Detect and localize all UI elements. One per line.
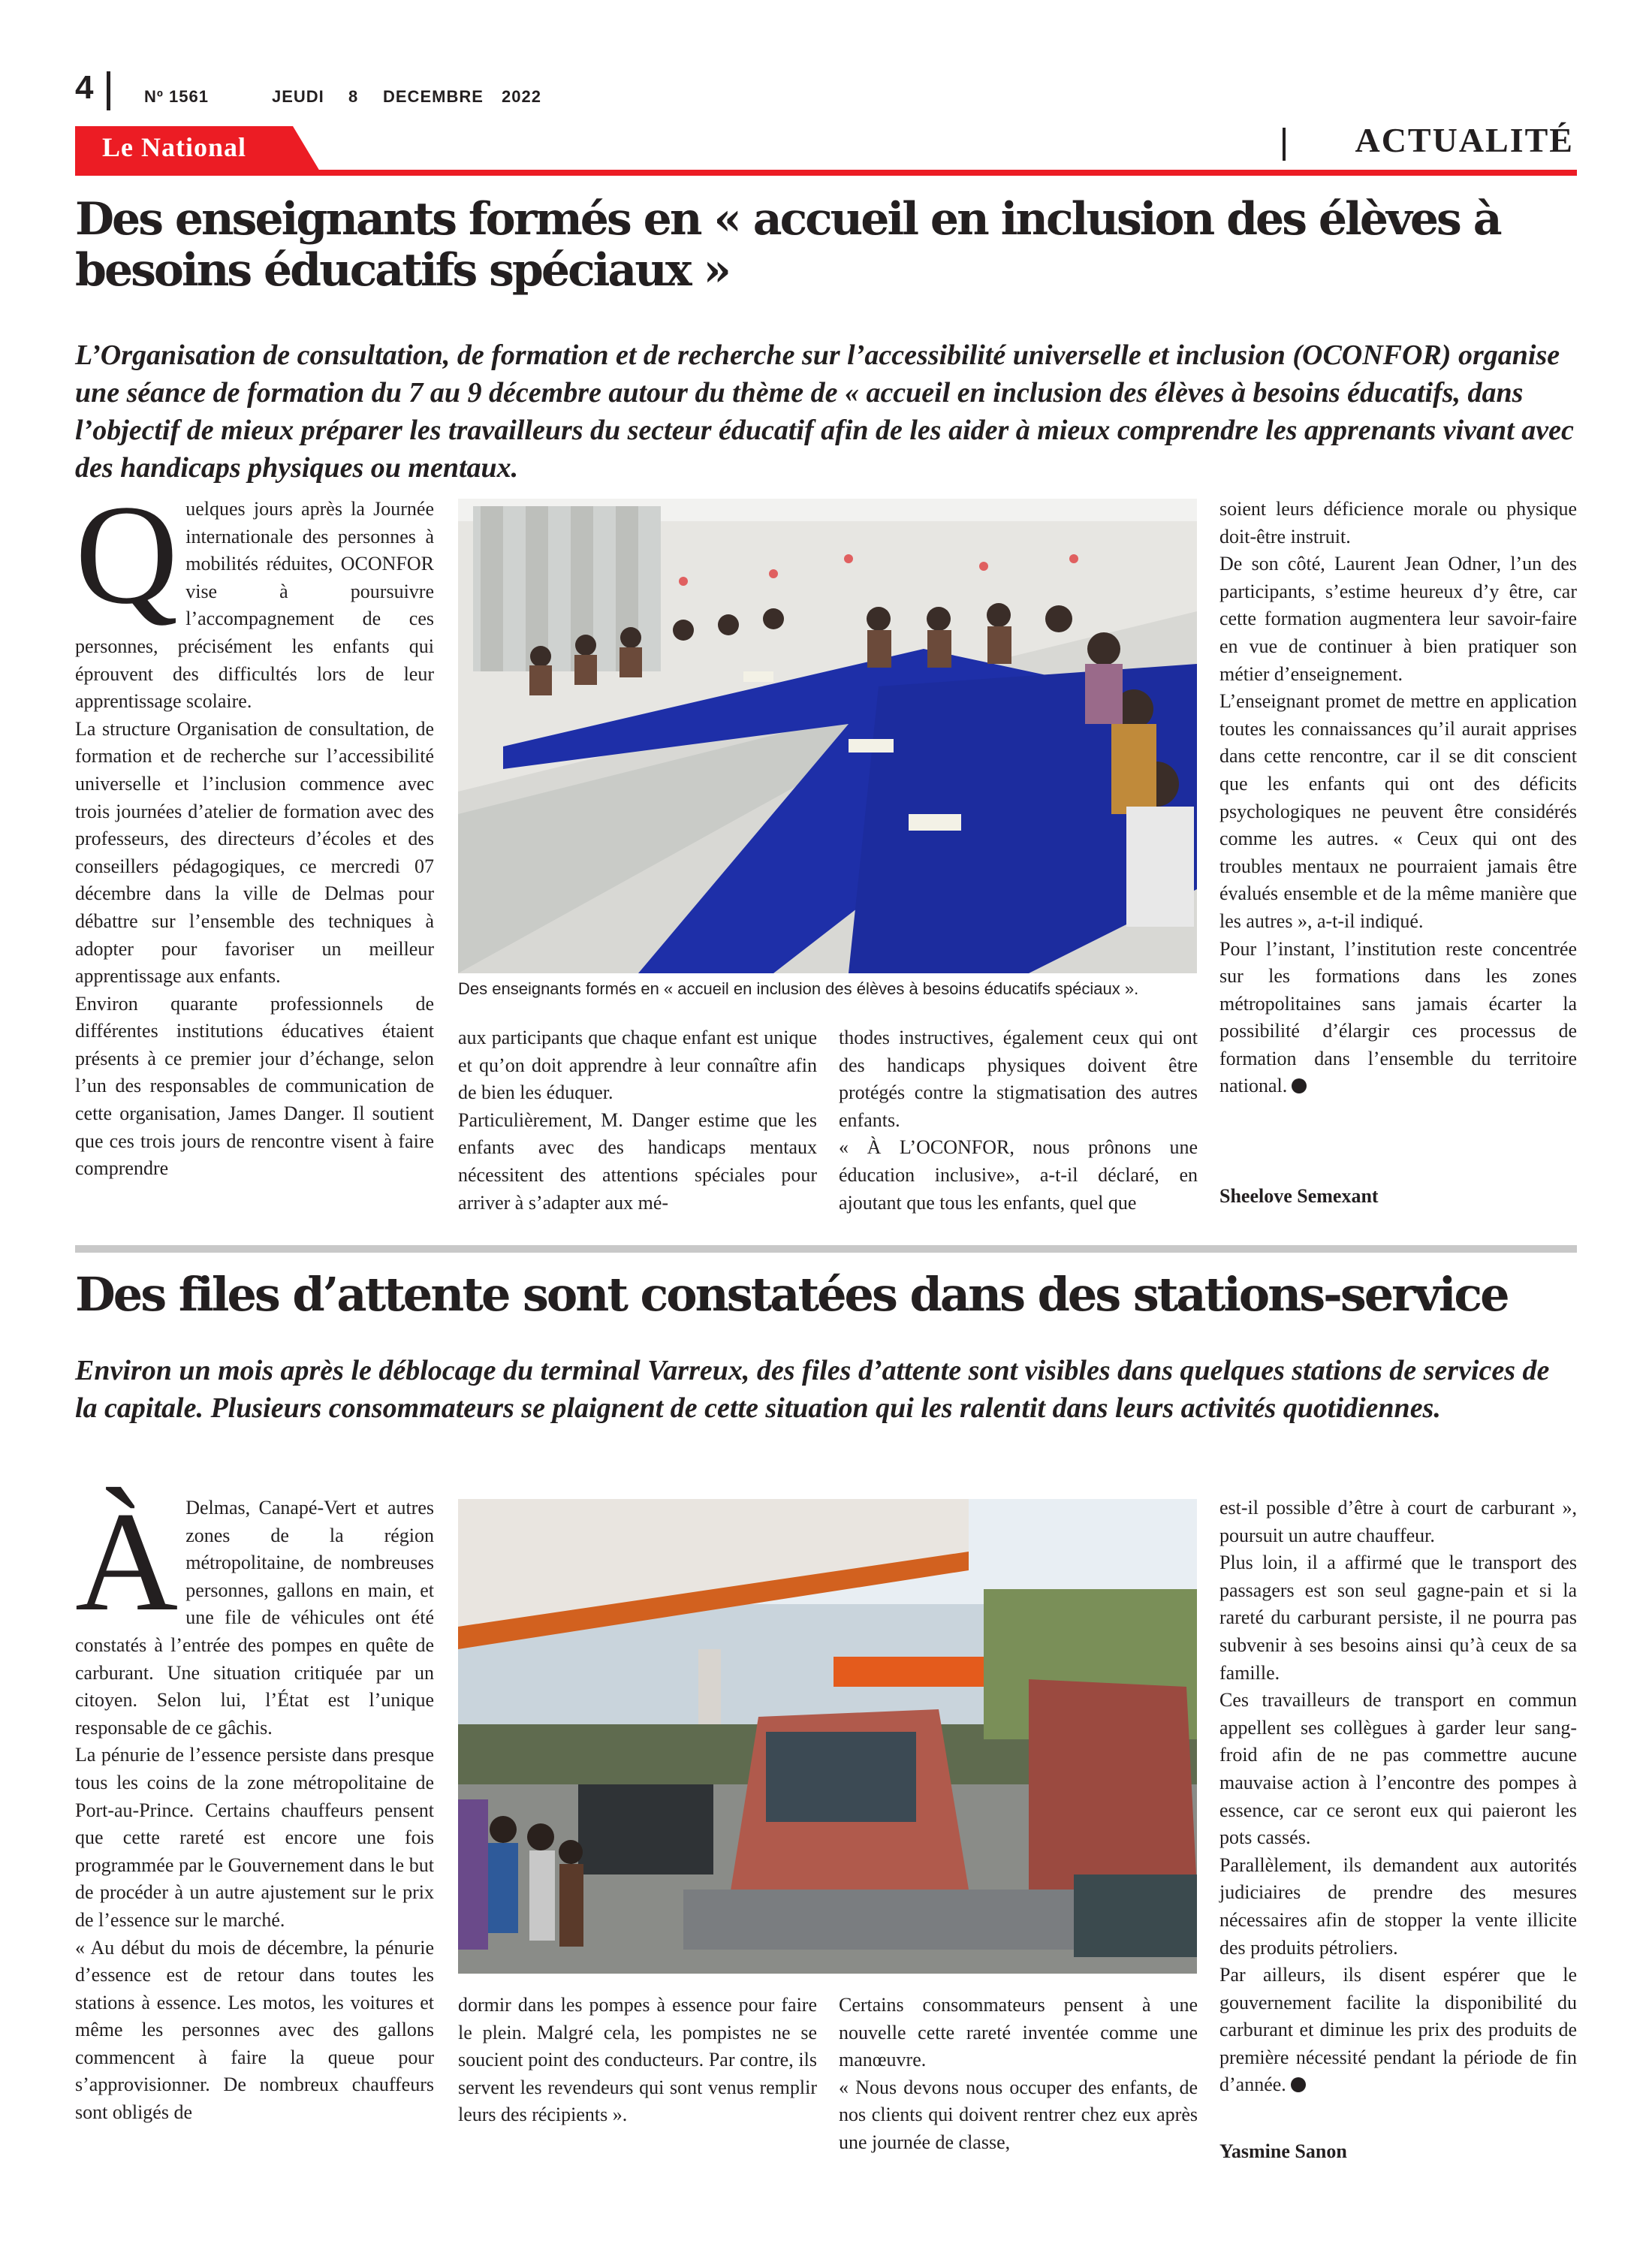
article2-paragraph: dormir dans les pompes à essence pour faire le plein. Malgré cela, les pompistes ne se soucient point des conducteurs. Par contre, ils servent les revendeurs qui sont venus remplir leurs des récipients ». bbox=[458, 1994, 817, 2126]
issue-number: Nº 1561 bbox=[144, 87, 209, 106]
article2-paragraph: Certains consommateurs pensent à une nouvelle cette rareté inventée comme une manœuvre. bbox=[839, 1994, 1198, 2071]
article2-paragraph: Ces travailleurs de transport en commun appellent ses collègues à garder leur sang-froid afin de ne pas commettre aucune mauvaise action à l’encontre des pompes à essence, car ce seront eux qui paieront les pots cassés. bbox=[1219, 1689, 1577, 1849]
article2-paragraph: Plus loin, il a affirmé que le transport des passagers est son seul gagne-pain et si la rareté du carburant persiste, il ne pourra pas subvenir à ses besoins ainsi qu’à ceux de sa famille. bbox=[1219, 1552, 1577, 1684]
header-rule bbox=[75, 170, 1577, 176]
article1-column-1 bbox=[75, 476, 434, 1183]
article1-photo-caption: Des enseignants formés en « accueil en inclusion des élèves à besoins éducatifs spéciaux ». bbox=[458, 979, 1139, 998]
issue-date-day: 8 bbox=[348, 87, 359, 106]
article1-column-2 bbox=[458, 1024, 817, 1217]
article1-classroom-photo bbox=[458, 499, 1197, 973]
article1-paragraph: De son côté, Laurent Jean Odner, l’un des participants, s’estime heureux d’y être, car cette formation augmentera leur savoir-faire en vue de continuer à bien pratiquer son métier d’enseignement. bbox=[1219, 553, 1577, 685]
article1-byline: Sheelove Semexant bbox=[1219, 1185, 1379, 1207]
article1-headline bbox=[75, 194, 1577, 296]
article2-paragraph: « Nous devons nous occuper des enfants, de nos clients qui doivent rentrer chez eux après une journée de classe, bbox=[839, 2076, 1198, 2153]
article1-closing-text: Pour l’instant, l’institution reste concentrée sur les formations dans les zones métropolitaines sans jamais écarter la possibilité d’élargir ces processus de formation dans l’ensemble du territoire national. bbox=[1219, 937, 1577, 1097]
brand-logo: Le National bbox=[102, 132, 247, 162]
article2-paragraph: est-il possible d’être à court de carburant », poursuit un autre chauffeur. bbox=[1219, 1497, 1577, 1546]
article2-paragraph: « Au début du mois de décembre, la pénurie d’essence est de retour dans toutes les stations à essence. Les motos, les voitures et même les personnes avec des gallons commencent à faire la queue pour s’approvisionner. De nombreux chauffeurs sont obligés de bbox=[75, 1936, 434, 2124]
end-mark-icon bbox=[1291, 2077, 1306, 2092]
section-title: ACTUALITÉ bbox=[1355, 121, 1574, 159]
issue-year: 2022 bbox=[502, 87, 541, 106]
article2-paragraph: Delmas, Canapé-Vert et autres zones de la région métropolitaine, de nombreuses personnes, gallons en main, et une file de véhicules ont été constatés à l’entrée des pompes en quête de carburant. Une situation critiquée par un citoyen. Selon lui, l’État est l’unique responsable de ce gâchis. bbox=[75, 1497, 434, 1739]
article1-paragraph: aux participants que chaque enfant est unique et qu’on doit apprendre à leur connaître afin de bien les éduquer. bbox=[458, 1027, 817, 1104]
article2-paragraph: Parallèlement, ils demandent aux autorités judiciaires de prendre des mesures nécessaires afin de stopper la vente illicite des produits pétroliers. bbox=[1219, 1853, 1577, 1959]
issue-day: JEUDI bbox=[272, 87, 324, 106]
section-divider bbox=[1283, 128, 1286, 161]
article1-column-4 bbox=[1219, 496, 1577, 1100]
article2-paragraph bbox=[1219, 1962, 1577, 2099]
issue-month: DECEMBRE bbox=[383, 87, 484, 106]
article1-column-3 bbox=[839, 1024, 1198, 1217]
article1-paragraph: Particulièrement, M. Danger estime que les enfants avec des handicaps mentaux nécessitent des attentions spéciales pour arriver à s’adapter aux mé- bbox=[458, 1108, 817, 1214]
end-mark-icon bbox=[1292, 1078, 1307, 1093]
article1-paragraph: soient leurs déficience morale ou physique doit-être instruit. bbox=[1219, 498, 1577, 547]
article1-lead: L’Organisation de consultation, de formation et de recherche sur l’accessibilité universelle et inclusion (OCONFOR) organise une séance de formation du 7 au 9 décembre autour du thème de « accueil en inclusion des élèves à besoins éducatifs, dans l’objectif de mieux préparer les travailleurs du secteur éducatif afin de les aider à mieux comprendre les apprenants vivant avec des handicaps physiques ou mentaux. bbox=[75, 339, 1574, 484]
article1-paragraph: L’enseignant promet de mettre en application toutes les connaissances qu’il aurait apprises dans cette rencontre, car il se dit conscient que les enfants qui ont des déficits psychologiques ne peuvent être considérés comme les autres. « Ceux qui ont des troubles mentaux ne pourraient jamais être évalués ensemble et de la même manière que les autres », a-t-il indiqué. bbox=[1219, 690, 1577, 932]
article2-headline: Des files d’attente sont constatées dans des stations-service bbox=[75, 1267, 1508, 1322]
article-divider bbox=[75, 1245, 1577, 1253]
article2-closing-text: Par ailleurs, ils disent espérer que le gouvernement facilite la disponibilité du carburant et diminue les prix des produits de première nécessité pendant la période de fin d’année. bbox=[1219, 1964, 1577, 2096]
article2-paragraph: La pénurie de l’essence persiste dans presque tous les coins de la zone métropolitaine de Port-au-Prince. Certains chauffeurs pensent que cette rareté est encore une fois programmée par le Gouvernement dans le but de procéder à un autre ajustement sur le prix de l’essence sur le marché. bbox=[75, 1744, 434, 1931]
article2-column-2 bbox=[458, 1992, 817, 2129]
article1-paragraph bbox=[1219, 936, 1577, 1101]
page-number-divider bbox=[107, 71, 110, 110]
article2-dropcap: À bbox=[75, 1483, 179, 1641]
article2-column-1 bbox=[75, 1483, 434, 2127]
article2-column-3 bbox=[839, 1992, 1198, 2157]
article1-paragraph: thodes instructives, également ceux qui ont des handicaps physiques doivent être protégés contre la stigmatisation des autres enfants. bbox=[839, 1027, 1198, 1131]
article1-dropcap: Q bbox=[75, 476, 179, 634]
article1-paragraph: « À L’OCONFOR, nous prônons une éducation inclusive», a-t-il déclaré, en ajoutant que tous les enfants, quel que bbox=[839, 1136, 1198, 1214]
article2-gas-station-photo bbox=[458, 1499, 1197, 1974]
article1-headline-line2: besoins éducatifs spéciaux » bbox=[75, 244, 730, 297]
article1-headline-line1: Des enseignants formés en « accueil en inclusion des élèves à bbox=[75, 193, 1500, 246]
article2-column-4 bbox=[1219, 1494, 1577, 2099]
article1-paragraph: uelques jours après la Journée internationale des personnes à mobilités réduites, OCONFOR vise à poursuivre l’accompagnement de ces personnes, précisément les enfants qui éprouvent des difficultés lors de leur apprentissage scolaire. bbox=[75, 498, 434, 713]
article2-byline: Yasmine Sanon bbox=[1219, 2140, 1347, 2162]
page-number: 4 bbox=[75, 69, 94, 106]
article1-paragraph: Environ quarante professionnels de différentes institutions éducatives étaient présents à ce premier jour d’échange, selon l’un des responsables de communication de cette organisation, James Danger. Il soutient que ces trois jours de rencontre visent à faire comprendre bbox=[75, 992, 434, 1180]
article2-lead: Environ un mois après le déblocage du terminal Varreux, des files d’attente sont visibles dans quelques stations de services de la capitale. Plusieurs consommateurs se plaignent de cette situation qui les ralentit dans leurs activités quotidiennes. bbox=[75, 1355, 1550, 1424]
article1-paragraph: La structure Organisation de consultation, de formation et de recherche sur l’accessibilité universelle et l’inclusion commence avec trois journées d’atelier de formation avec des professeurs, des directeurs d’écoles et des conseillers pédagogiques, ce mercredi 07 décembre dans la ville de Delmas pour débattre sur l’ensemble des techniques à adopter pour favoriser un meilleur apprentissage aux enfants. bbox=[75, 717, 434, 988]
